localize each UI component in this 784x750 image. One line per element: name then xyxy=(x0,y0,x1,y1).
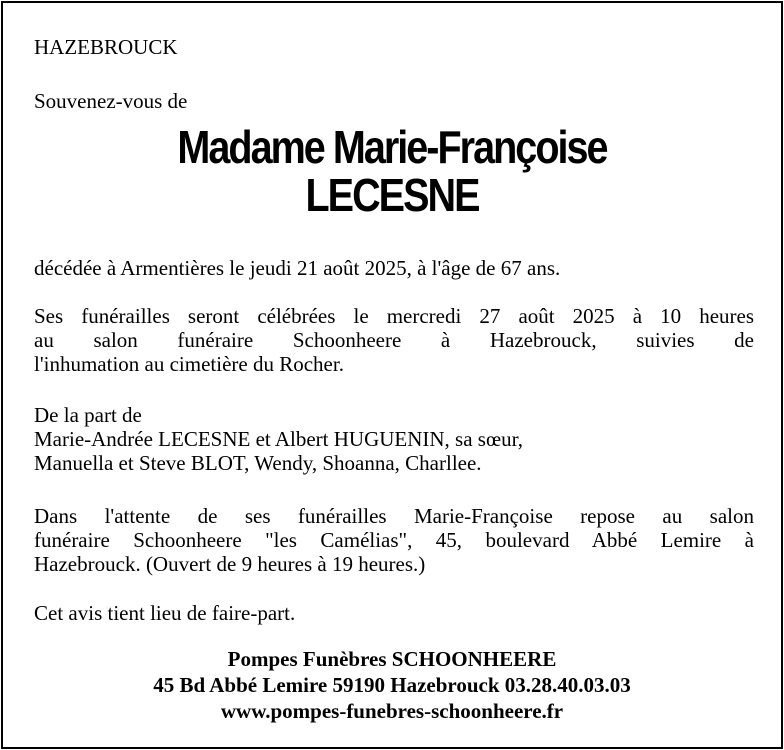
funeral-line-1: Ses funérailles seront célébrées le mercredi 27 août 2025 à 10 heures xyxy=(34,304,754,328)
intro-text: Souvenez-vous de xyxy=(34,89,188,113)
funeral-line-2: au salon funéraire Schoonheere à Hazebrouck, suivies de xyxy=(34,328,754,352)
family-line-3: Manuella et Steve BLOT, Wendy, Shoanna, Charllee. xyxy=(34,451,482,475)
death-text: décédée à Armentières le jeudi 21 août 2025, à l'âge de 67 ans. xyxy=(34,256,561,280)
rest-line-3: Hazebrouck. (Ouvert de 9 heures à 19 heures.) xyxy=(34,552,426,576)
deceased-name-line1: Madame Marie-Françoise xyxy=(177,121,607,173)
deceased-name xyxy=(57,123,726,219)
rest-line-1: Dans l'attente de ses funérailles Marie-Françoise repose au salon xyxy=(34,504,754,528)
family-line-1: De la part de xyxy=(34,403,142,427)
obituary-notice xyxy=(1,1,783,749)
death-paragraph xyxy=(34,256,754,280)
company-name: Pompes Funèbres SCHOONHEERE xyxy=(227,647,557,671)
rest-paragraph xyxy=(34,504,754,576)
funeral-home-footer xyxy=(3,646,781,724)
funeral-paragraph xyxy=(34,304,754,376)
funeral-line-3: l'inhumation au cimetière du Rocher. xyxy=(34,352,344,376)
closing-paragraph xyxy=(34,601,754,625)
company-address: 45 Bd Abbé Lemire 59190 Hazebrouck 03.28.40.03.03 xyxy=(153,673,631,697)
rest-line-2: funéraire Schoonheere "les Camélias", 45, boulevard Abbé Lemire à xyxy=(34,528,754,552)
family-line-2: Marie-Andrée LECESNE et Albert HUGUENIN, sa sœur, xyxy=(34,427,524,451)
city-heading: HAZEBROUCK xyxy=(34,35,178,59)
company-website: www.pompes-funebres-schoonheere.fr xyxy=(220,699,564,723)
deceased-name-line2: LECESNE xyxy=(305,169,479,221)
closing-text: Cet avis tient lieu de faire-part. xyxy=(34,601,296,625)
family-paragraph xyxy=(34,403,754,475)
